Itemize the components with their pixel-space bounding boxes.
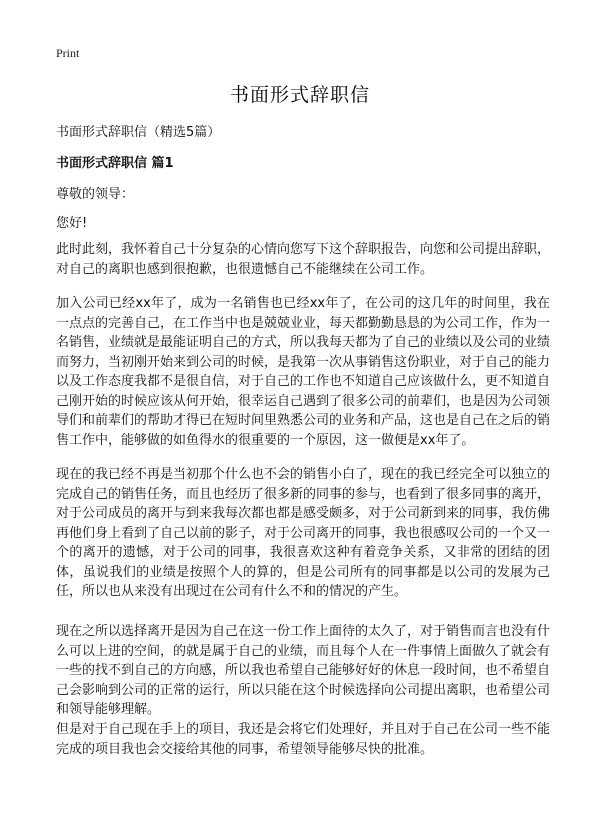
paragraph: 加入公司已经xx年了，成为一名销售也已经xx年了，在公司的这几年的时间里，我在一点点的完善自己，在工作当中也是兢兢业业，每天都勤勤恳恳的为公司工作，作为一名销售，业绩就是最能证明自己的方式，所以我每天都为了自己的业绩以及公司的业绩而努力，当初刚开始来到公司的时候，是我第一次从事销售这份职业，对于自己的能力以及工作态度我都不是很自信，对于自己的工作也不知道自己应该做什么，更不知道自己刚开始的时候应该从何开始，很幸运自己遇到了很多公司的前辈们，也是因为公司领导们和前辈们的帮助才得已在短时间里熟悉公司的业务和产品，这也是自己在之后的销售工作中，能够做的如鱼得水的很重要的一个原因，这一做便是xx年了。	[56, 296, 551, 448]
letter-salutation: 您好!	[56, 216, 88, 231]
letter-greeting: 尊敬的领导：	[56, 187, 135, 202]
paragraph: 但是对于自己现在手上的项目，我还是会将它们处理好，并且对于自己在公司一些不能完成的项目我也会交接给其他的同事，希望领导能够尽快的批准。	[56, 722, 551, 757]
page-title: 书面形式辞职信	[229, 84, 370, 106]
paragraph: 现在之所以选择离开是因为自己在这一份工作上面待的太久了，对于销售而言也没有什么可以上进的空间，的就是属于自己的业绩，而且每个人在一件事情上面做久了就会有一些的找不到自己的方向感，所以我也希望自己能够好好的休息一段时间，也不希望自己会影响到公司的正常的运行，所以只能在这个时候选择向公司提出离职，也希望公司和领导能够理解。	[56, 624, 551, 717]
print-link[interactable]: Print	[56, 46, 80, 60]
section-heading: 书面形式辞职信 篇1	[56, 156, 174, 171]
paragraph: 此时此刻，我怀着自己十分复杂的心情向您写下这个辞职报告，向您和公司提出辞职，对自己的离职也感到很抱歉，也很遗憾自己不能继续在公司工作。	[56, 242, 551, 277]
paragraph: 现在的我已经不再是当初那个什么也不会的销售小白了，现在的我已经完全可以独立的完成自己的销售任务，而且也经历了很多新的同事的参与，也看到了很多同事的离开，对于公司成员的离开与到来我每次都也都是感受颇多，对于公司新到来的同事，我仿佛再他们身上看到了自己以前的影子，对于公司离开的同事，我也很感叹公司的一个又一个的离开的遗憾，对于公司的同事，我很喜欢这种有着竞争关系，又非常的团结的团体，虽说我们的业绩是按照个人的算的，但是公司所有的同事都是以公司的发展为己任，所以也从来没有出现过在公司有什么不和的情况的产生。	[56, 467, 551, 599]
document-subtitle: 书面形式辞职信（精选5篇）	[56, 125, 221, 140]
